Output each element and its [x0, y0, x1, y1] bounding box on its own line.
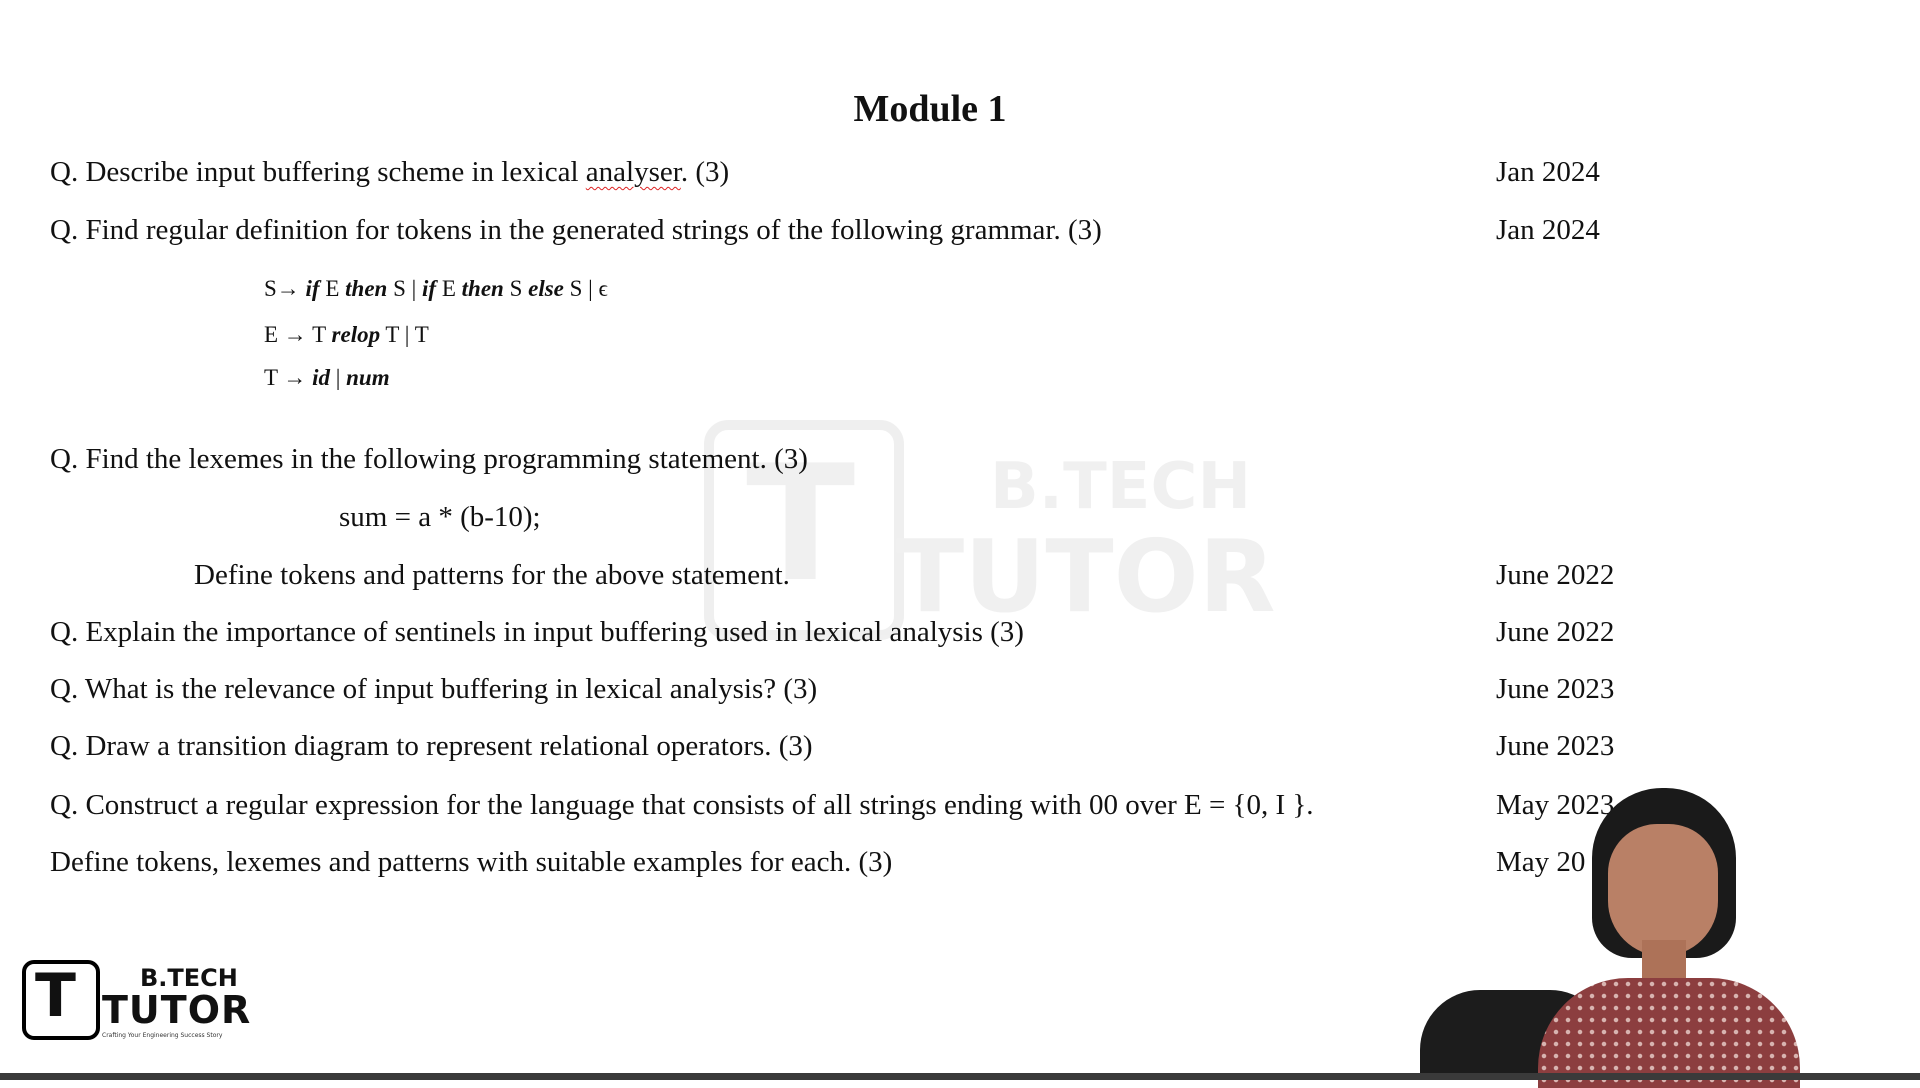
question-1-text-a: Q. Describe input buffering scheme in lexical	[50, 156, 586, 188]
logo-btech-text: B.TECH	[140, 964, 238, 992]
grammar-text: S→	[264, 276, 306, 301]
question-7: Q. Construct a regular expression for the language that consists of all strings ending with 00 over E = {0, I }.	[50, 789, 1314, 821]
presenter-video	[1420, 780, 1820, 1080]
question-6: Q. Draw a transition diagram to represent relational operators. (3)	[50, 730, 813, 762]
grammar-keyword: id	[312, 365, 331, 390]
misspelled-word: analyser	[585, 156, 681, 188]
grammar-keyword: then	[345, 276, 388, 301]
grammar-rule-1	[264, 274, 608, 304]
question-3: Q. Find the lexemes in the following programming statement. (3)	[50, 443, 808, 475]
grammar-text: S	[503, 276, 529, 301]
question-5-date: June 2023	[1496, 673, 1615, 705]
question-8: Define tokens, lexemes and patterns with suitable examples for each. (3)	[50, 846, 893, 878]
watermark-btech-text: B.TECH	[990, 450, 1251, 524]
grammar-text: E	[436, 276, 462, 301]
grammar-keyword: then	[461, 276, 504, 301]
grammar-text: S | ϵ	[563, 276, 608, 301]
grammar-text: T | T	[380, 322, 429, 347]
question-5: Q. What is the relevance of input buffering in lexical analysis? (3)	[50, 673, 818, 705]
question-8-date: May 20	[1496, 846, 1586, 878]
logo-tutor-text: TUTOR	[102, 988, 252, 1032]
question-2: Q. Find regular definition for tokens in the generated strings of the following grammar. (3)	[50, 214, 1102, 246]
question-2-date: Jan 2024	[1496, 214, 1600, 246]
question-4-date: June 2022	[1496, 616, 1615, 648]
presenter-body	[1538, 978, 1800, 1088]
grammar-text: E	[319, 276, 346, 301]
question-1-text-b: . (3)	[680, 156, 730, 188]
grammar-keyword: num	[346, 365, 390, 390]
grammar-keyword: if	[305, 276, 320, 301]
bottom-bar	[0, 1073, 1920, 1080]
grammar-keyword: relop	[331, 322, 381, 347]
btech-tutor-logo	[22, 960, 252, 1040]
watermark-logo	[700, 420, 1276, 640]
grammar-text: S |	[387, 276, 423, 301]
grammar-keyword: if	[422, 276, 437, 301]
watermark-tutor-text: TUTOR	[896, 518, 1276, 635]
question-3-subpart: Define tokens and patterns for the above statement.	[194, 559, 790, 591]
page-title: Module 1	[853, 88, 1007, 130]
watermark-t-letter: T	[746, 430, 856, 617]
grammar-rule-3	[264, 363, 390, 393]
question-1	[50, 153, 729, 191]
code-statement: sum = a * (b-10);	[339, 501, 541, 533]
presenter-face	[1608, 824, 1718, 956]
logo-tagline: Crafting Your Engineering Success Story	[102, 1032, 223, 1039]
logo-t-icon: T	[35, 961, 76, 1031]
grammar-text: T →	[264, 365, 313, 390]
question-3-date: June 2022	[1496, 559, 1615, 591]
grammar-keyword: else	[528, 276, 564, 301]
question-6-date: June 2023	[1496, 730, 1615, 762]
question-4: Q. Explain the importance of sentinels in input buffering used in lexical analysis (3)	[50, 616, 1024, 648]
grammar-rule-2	[264, 320, 429, 350]
question-1-date: Jan 2024	[1496, 156, 1600, 188]
grammar-text: |	[330, 365, 347, 390]
grammar-text: E → T	[264, 322, 332, 347]
question-7-date: May 2023	[1496, 789, 1615, 821]
